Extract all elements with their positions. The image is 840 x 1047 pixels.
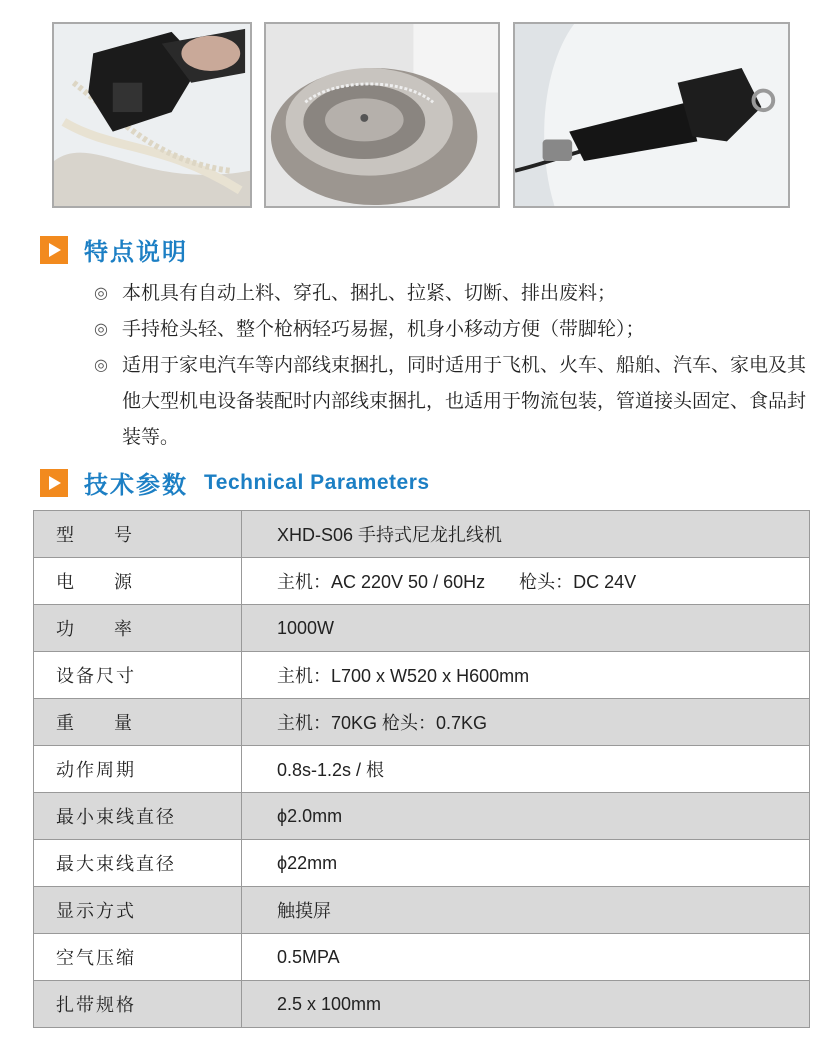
table-row — [34, 558, 810, 605]
param-value: 主机：70KG 枪头：0.7KG — [242, 699, 810, 746]
param-value: 主机：AC 220V 50 / 60Hz 枪头：DC 24V — [242, 558, 810, 605]
feature-text: 手持枪头轻、整个枪柄轻巧易握，机身小移动方便（带脚轮）； — [122, 318, 645, 340]
features-heading — [40, 232, 188, 267]
feature-item — [94, 275, 814, 311]
param-label: 最小束线直径 — [34, 793, 242, 840]
table-row — [34, 793, 810, 840]
table-row — [34, 605, 810, 652]
feature-list — [94, 275, 814, 455]
parameters-heading — [40, 465, 430, 500]
param-value: 0.5MPA — [242, 934, 810, 981]
param-value: XHD-S06 手持式尼龙扎线机 — [242, 511, 810, 558]
table-row — [34, 511, 810, 558]
feature-item — [94, 311, 814, 347]
param-value: 0.8s-1.2s / 根 — [242, 746, 810, 793]
param-label: 设备尺寸 — [34, 652, 242, 699]
param-value: 主机：L700 x W520 x H600mm — [242, 652, 810, 699]
param-value: ϕ22mm — [242, 840, 810, 887]
param-label: 显示方式 — [34, 887, 242, 934]
handheld-tool-photo — [52, 22, 252, 208]
feature-text: 本机具有自动上料、穿孔、捆扎、拉紧、切断、排出废料； — [122, 282, 617, 304]
bullet-icon: ◎ — [94, 283, 108, 302]
parameters-table — [33, 510, 810, 1028]
param-label: 最大束线直径 — [34, 840, 242, 887]
bullet-icon: ◎ — [94, 319, 108, 338]
table-row — [34, 934, 810, 981]
param-value: 触摸屏 — [242, 887, 810, 934]
feature-item — [94, 347, 814, 455]
param-label: 空气压缩 — [34, 934, 242, 981]
table-row — [34, 840, 810, 887]
param-value: 2.5 x 100mm — [242, 981, 810, 1028]
parameters-title: 技术参数 — [84, 471, 188, 499]
table-row — [34, 981, 810, 1028]
param-value: ϕ2.0mm — [242, 793, 810, 840]
param-label: 动作周期 — [34, 746, 242, 793]
param-label: 重 量 — [34, 699, 242, 746]
param-label: 扎带规格 — [34, 981, 242, 1028]
play-arrow-icon — [40, 236, 68, 264]
param-value: 1000W — [242, 605, 810, 652]
bullet-icon: ◎ — [94, 355, 108, 374]
play-arrow-icon — [40, 469, 68, 497]
features-title: 特点说明 — [84, 238, 188, 266]
table-row — [34, 746, 810, 793]
table-row — [34, 699, 810, 746]
param-label: 型 号 — [34, 511, 242, 558]
param-label: 功 率 — [34, 605, 242, 652]
parameters-title-en: Technical Parameters — [204, 470, 430, 494]
table-row — [34, 887, 810, 934]
feature-text: 适用于家电汽车等内部线束捆扎，同时适用于飞机、火车、船舶、汽车、家电及其他大型机电设备装配时内部线束捆扎，也适用于物流包装，管道接头固定、食品封装等。 — [122, 354, 807, 448]
param-label: 电 源 — [34, 558, 242, 605]
vibratory-bowl-photo — [264, 22, 500, 208]
table-row — [34, 652, 810, 699]
tie-gun-photo — [513, 22, 790, 208]
